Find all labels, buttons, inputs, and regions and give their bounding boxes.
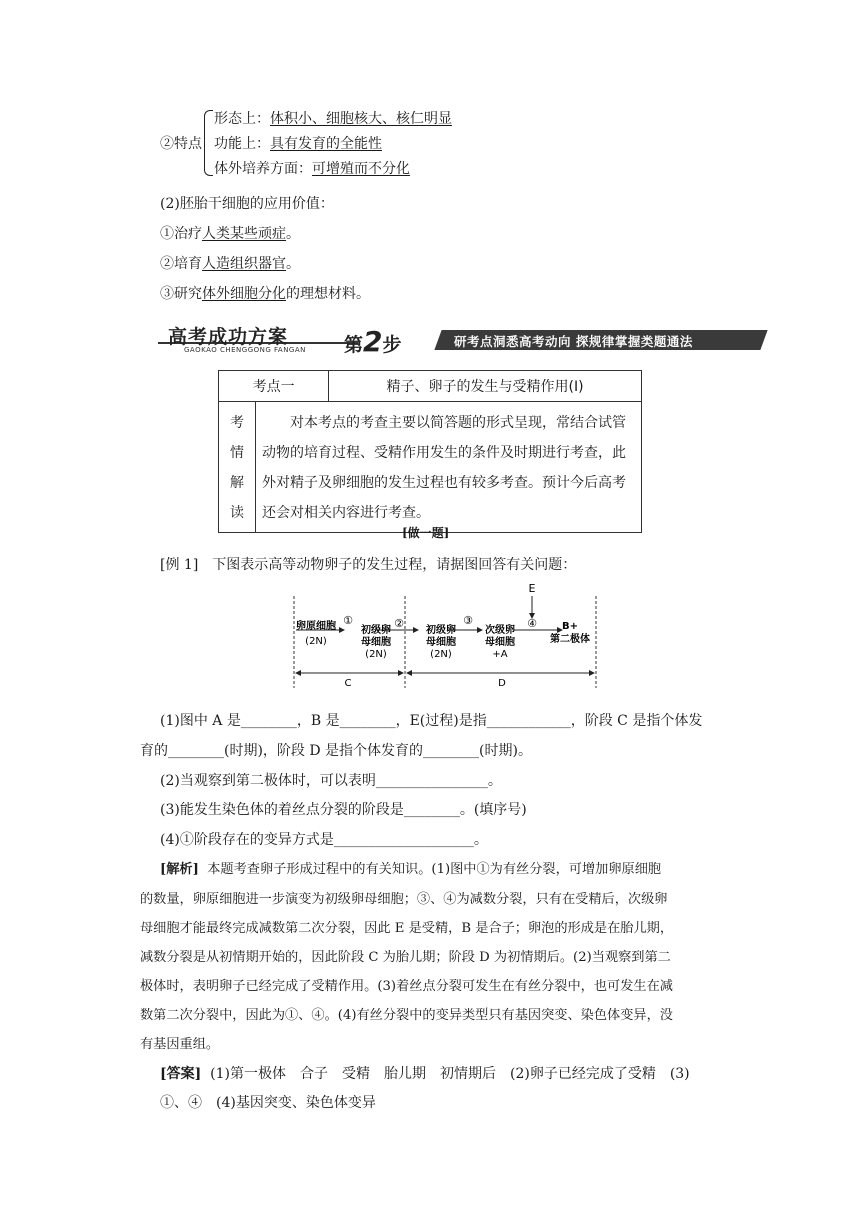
kaodian-side xyxy=(219,402,256,533)
step-number: ④ xyxy=(527,617,537,630)
cell-label: B+ xyxy=(561,621,579,632)
answer-line: ①、④ (4)基因突变、染色体变异 xyxy=(160,1095,376,1111)
analysis-line: 有基因重组。 xyxy=(140,1037,220,1052)
value-item xyxy=(160,283,370,303)
question-line: 育的________(时期)，阶段 D 是指个体发育的________(时期)。 xyxy=(140,743,532,759)
step-number: ② xyxy=(394,617,404,630)
feature-row-value: 具有发育的全能性 xyxy=(270,136,382,152)
feature-row-label: 体外培养方面： xyxy=(214,161,312,177)
banner-step xyxy=(344,325,402,358)
kaodian-side-char: 解 xyxy=(230,475,244,491)
feature-row-label: 功能上： xyxy=(214,136,270,152)
kaodian-side-char: 考 xyxy=(230,415,244,431)
section-tag: [做一题] xyxy=(402,526,450,540)
value-item-term: 人类某些顽症 xyxy=(202,226,286,242)
feature-row xyxy=(214,108,452,128)
cell-label: 母细胞 xyxy=(485,637,515,648)
stage-d-label: D xyxy=(498,678,506,689)
analysis-line: 本题考查卵子形成过程中的有关知识。(1)图中①为有丝分裂，可增加卵原细胞 xyxy=(207,862,662,877)
value-heading: (2)胚胎干细胞的应用价值： xyxy=(160,196,334,212)
answer-tag: [答案] xyxy=(160,1066,202,1082)
feature-brace xyxy=(204,110,213,176)
question-line: (2)当观察到第二极体时，可以表明________________。 xyxy=(160,773,502,789)
cell-label: 初级卵 xyxy=(361,625,391,636)
cell-label: 母细胞 xyxy=(361,637,391,648)
banner-slogan: 研考点洞悉高考动向 探规律掌握类题通法 xyxy=(454,334,693,349)
kaodian-side-char: 读 xyxy=(230,505,244,521)
step-number: ① xyxy=(343,614,353,627)
analysis-line: 母细胞才能最终完成减数第二次分裂，因此 E 是受精，B 是合子；卵泡的形成是在胎儿期， xyxy=(140,921,674,936)
value-item-term: 人造组织器官 xyxy=(202,256,286,272)
cell-label: 卵原细胞 xyxy=(296,621,336,632)
cell-label: (2N) xyxy=(305,636,327,647)
analysis-line: 的数量，卵原细胞进一步演变为初级卵母细胞；③、④为减数分裂，只有在受精后，次级卵 xyxy=(140,892,668,907)
kaodian-label: 考点一 xyxy=(219,371,329,402)
banner-title: 高考成功方案 xyxy=(168,326,289,348)
cell-label: (2N) xyxy=(430,649,452,660)
question-line: (3)能发生染色体的着丝点分裂的阶段是________。(填序号) xyxy=(160,802,527,818)
banner-step-prefix: 第 xyxy=(344,334,364,356)
banner-pinyin: GAOKAO CHENGGONG FANGAN xyxy=(184,346,306,354)
analysis-line: 减数分裂是从初情期开始的，因此阶段 C 为胎儿期；阶段 D 为初情期后。(2)当观察到第二 xyxy=(140,950,671,965)
banner-step-suffix: 步 xyxy=(382,334,402,356)
feature-row-value: 可增殖而不分化 xyxy=(312,161,410,177)
step-number: ③ xyxy=(463,614,473,627)
question-line: (4)①阶段存在的变异方式是____________________。 xyxy=(160,832,488,848)
analysis-line: 极体时，表明卵子已经完成了受精作用。(3)着丝点分裂可发生在有丝分裂中，也可发生在减 xyxy=(140,979,673,994)
value-item-suffix: 。 xyxy=(286,256,300,272)
analysis-line: 数第二次分裂中，因此为①、④。(4)有丝分裂中的变异类型只有基因突变、染色体变异，没 xyxy=(140,1008,673,1023)
feature-row xyxy=(214,133,382,153)
value-item-prefix: ③研究 xyxy=(160,286,202,302)
kaodian-table xyxy=(218,370,642,533)
analysis-first-line xyxy=(160,858,661,877)
value-item-prefix: ①治疗 xyxy=(160,226,202,242)
kaodian-title: 精子、卵子的发生与受精作用(Ⅰ) xyxy=(329,371,642,402)
oogenesis-diagram xyxy=(286,578,604,690)
cell-label: 第二极体 xyxy=(550,634,590,645)
kaodian-body: 对本考点的考查主要以简答题的形式呈现，常结合试管动物的培育过程、受精作用发生的条件及时期进行考查，此外对精子及卵细胞的发生过程也有较多考查。预计今后高考还会对相关内容进行考查。 xyxy=(256,402,642,533)
value-item-term: 体外细胞分化 xyxy=(202,286,286,302)
kaodian-side-char: 情 xyxy=(230,445,244,461)
cell-label: 次级卵 xyxy=(485,625,515,636)
example-intro: [例 1] 下图表示高等动物卵子的发生过程，请据图回答有关问题： xyxy=(160,557,577,573)
value-item xyxy=(160,223,300,243)
analysis-tag: [解析] xyxy=(160,862,199,877)
cell-label: 初级卵 xyxy=(426,625,456,636)
banner-step-num: 2 xyxy=(363,325,383,358)
question-line: (1)图中 A 是________，B 是________，E(过程)是指____________，阶段 C 是指个体发 xyxy=(160,713,703,729)
section-banner xyxy=(158,322,764,356)
value-item-suffix: 。 xyxy=(286,226,300,242)
feature-row-label: 形态上： xyxy=(214,111,270,127)
value-item xyxy=(160,253,300,273)
stage-c-label: C xyxy=(344,678,352,689)
feature-lead: ②特点 xyxy=(160,136,202,152)
label-e: E xyxy=(528,582,536,595)
answer-first-line xyxy=(160,1063,690,1083)
value-item-prefix: ②培育 xyxy=(160,256,202,272)
value-item-suffix: 的理想材料。 xyxy=(286,286,370,302)
cell-label: +A xyxy=(492,649,508,660)
feature-row-value: 体积小、细胞核大、核仁明显 xyxy=(270,111,452,127)
answer-line: (1)第一极体 合子 受精 胎儿期 初情期后 (2)卵子已经完成了受精 (3) xyxy=(210,1066,690,1082)
cell-label: 母细胞 xyxy=(426,637,456,648)
feature-row xyxy=(214,158,410,178)
cell-label: (2N) xyxy=(365,649,387,660)
